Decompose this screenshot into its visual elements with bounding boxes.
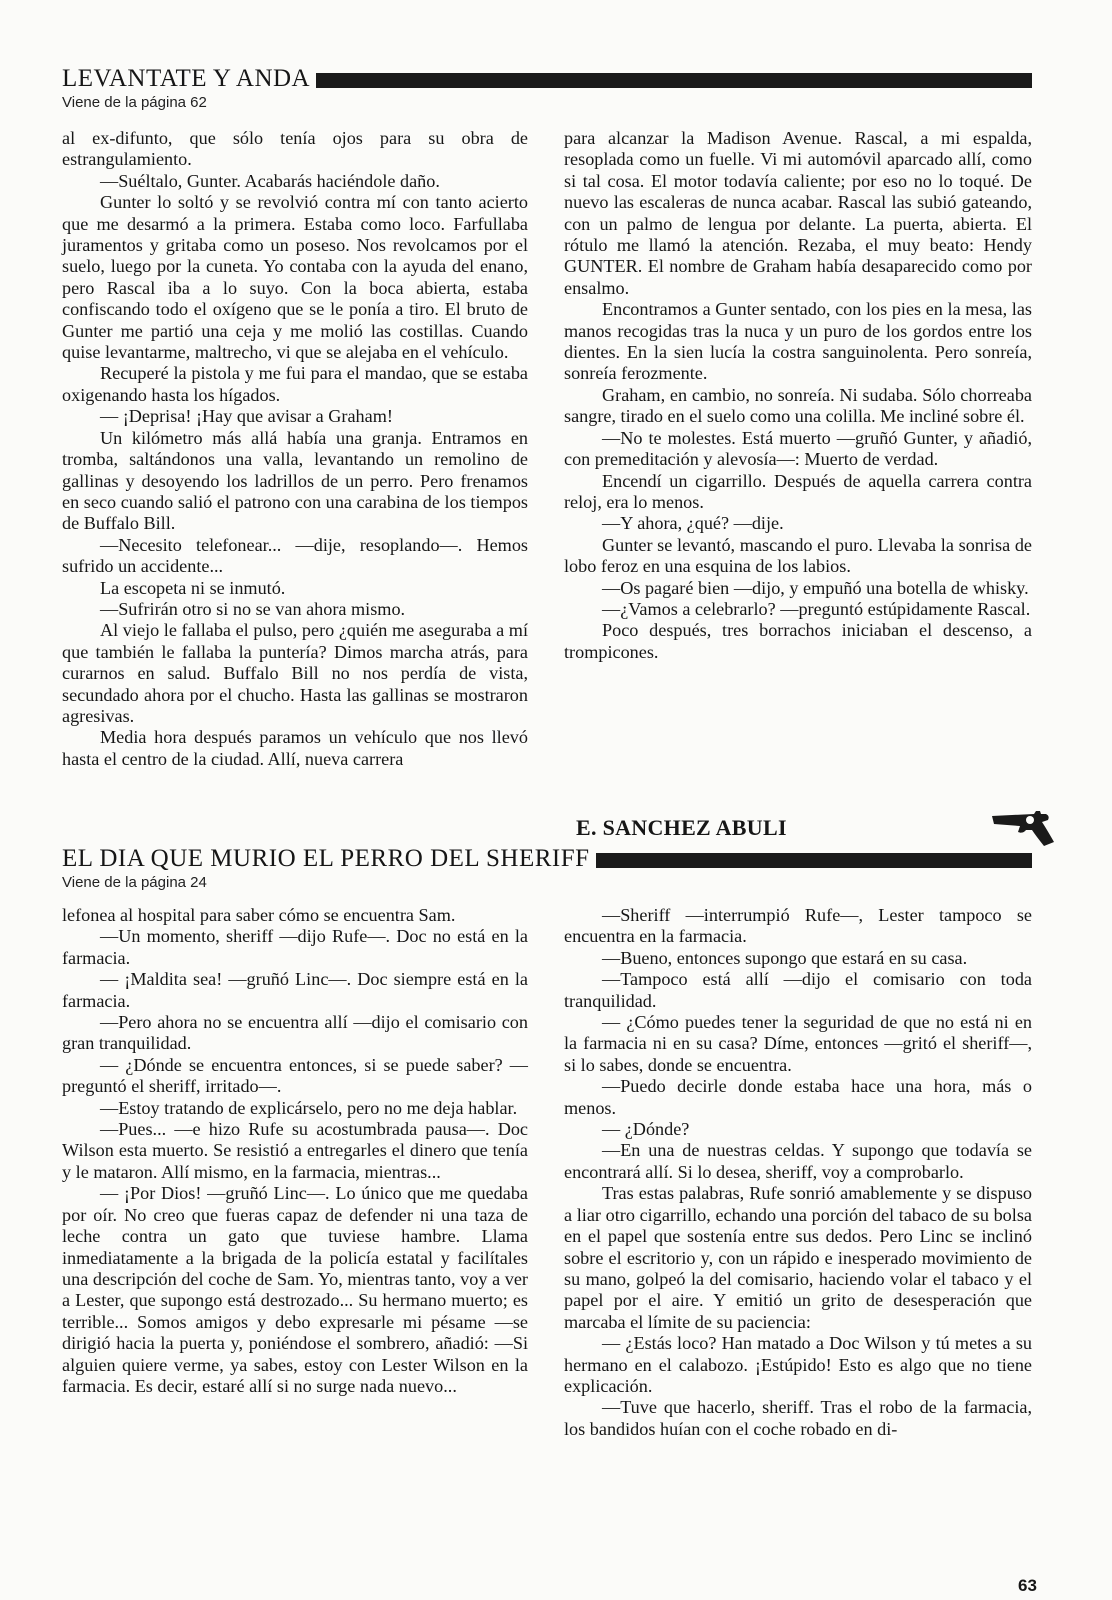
paragraph: —Tampoco está allí —dijo el comisario con toda tranquilidad. [564, 969, 1032, 1011]
paragraph: Gunter lo soltó y se revolvió contra mí con tanto acierto que me desarmó a la primera. Estaba como loco. Farfullaba juramentos y gritaba como un poseso. Nos revolcamos por el suelo, luego por la cuneta. Yo contaba con la ayuda del enano, pero Rascal iba a lo suyo. Con la boca abierta, estaba confiscando todo el oxígeno que se le ponía a tiro. El bruto de Gunter me partió una ceja y me molió las costillas. Cuando quise levantarme, maltrecho, vi que se alejaba en el vehículo. [62, 192, 528, 363]
paragraph: —Y ahora, ¿qué? —dije. [602, 513, 784, 534]
paragraph: lefonea al hospital para saber cómo se encuentra Sam. [62, 905, 456, 925]
paragraph: —Bueno, entonces supongo que estará en su casa. [602, 947, 968, 968]
paragraph: —Pero ahora no se encuentra allí —dijo el comisario con gran tranquilidad. [62, 1012, 528, 1054]
article1-title: LEVANTATE Y ANDA [62, 65, 311, 92]
paragraph: —Pues... —e hizo Rufe su acostumbrada pausa—. Doc Wilson esta muerto. Se resistió a entregarles el dinero que tenía y le mataron. Allí mismo, en la farmacia, mientras... [62, 1119, 528, 1182]
paragraph: Gunter se levantó, mascando el puro. Llevaba la sonrisa de lobo feroz en una esquina de los labios. [564, 534, 1032, 577]
paragraph: Poco después, tres borrachos iniciaban el descenso, a trompicones. [564, 620, 1032, 662]
paragraph: — ¡Deprisa! ¡Hay que avisar a Graham! [100, 406, 393, 427]
header-rule [316, 73, 1032, 88]
paragraph: La escopeta ni se inmutó. [100, 577, 286, 598]
paragraph: — ¡Maldita sea! —gruñó Linc—. Doc siempre está en la farmacia. [62, 969, 528, 1011]
paragraph: — ¿Cómo puedes tener la seguridad de que no está ni en la farmacia ni en su casa? Díme, entonces —gritó el sheriff—, si lo sabes, donde se encuentra. [564, 1012, 1032, 1075]
paragraph: —Un momento, sheriff —dijo Rufe—. Doc no está en la farmacia. [62, 926, 528, 968]
article1-right-column [564, 128, 1032, 663]
paragraph: Encontramos a Gunter sentado, con los pies en la mesa, las manos recogidas tras la nuca y un puro de los gordos entre los dientes. En la sien lucía la costra sanguinolenta. Pero sonreía, sonreía ferozmente. [564, 299, 1032, 384]
paragraph: Encendí un cigarrillo. Después de aquella carrera contra reloj, era lo menos. [564, 470, 1032, 512]
paragraph: Un kilómetro más allá había una granja. Entramos en tromba, saltándonos una valla, levantando un remolino de gallinas y desoyendo los ladrillos de un perro. Pero frenamos en seco cuando salió el patrono con una carabina de los tiempos de Buffalo Bill. [62, 427, 528, 534]
paragraph: —Sheriff —interrumpió Rufe—, Lester tampoco se encuentra en la farmacia. [564, 905, 1032, 947]
paragraph: al ex-difunto, que sólo tenía ojos para su obra de estrangulamiento. [62, 128, 528, 170]
paragraph: Graham, en cambio, no sonreía. Ni sudaba. Sólo chorreaba sangre, tirado en el suelo como una colilla. Me incliné sobre él. [564, 384, 1032, 427]
article2-title: EL DIA QUE MURIO EL PERRO DEL SHERIFF [62, 845, 590, 872]
article1-left-column [62, 128, 528, 770]
paragraph: Media hora después paramos un vehículo que nos llevó hasta el centro de la ciudad. Allí, nueva carrera [62, 727, 528, 769]
paragraph: — ¿Dónde se encuentra entonces, si se puede saber? —preguntó el sheriff, irritado—. [62, 1054, 528, 1097]
revolver-icon [990, 808, 1056, 848]
paragraph: —Estoy tratando de explicárselo, pero no me deja hablar. [100, 1097, 518, 1118]
paragraph: —En una de nuestras celdas. Y supongo que todavía se encontrará allí. Si lo desea, sheriff, voy a comprobarlo. [564, 1140, 1032, 1182]
paragraph: —Sufrirán otro si no se van ahora mismo. [100, 598, 406, 619]
paragraph: para alcanzar la Madison Avenue. Rascal, a mi espalda, resoplada como un fuelle. Vi mi automóvil aparcado allí, como si tal cosa. El motor todavía caliente; por eso no lo toqué. De nuevo las escaleras de nunca acabar. Rascal las subió gateando, con un palmo de lengua por delante. La puerta, abierta. El rótulo me llamó la atención. Rezaba, el muy beato: Hendy GUNTER. El nombre de Graham había desaparecido como por ensalmo. [564, 128, 1032, 298]
paragraph: Tras estas palabras, Rufe sonrió amablemente y se dispuso a liar otro cigarrillo, echando una porción del tabaco de su bolsa en el papel que sostenía entre sus dedos. Pero Linc se inclinó sobre el escritorio y, con un rápido e inesperado movimiento de su mano, golpeó la del comisario, haciendo volar el tabaco y el papel por el aire. Y emitió un grito de desesperación que marcaba el límite de su paciencia: [564, 1183, 1032, 1332]
article2-left-column [62, 905, 528, 1397]
article1-header [62, 66, 1032, 91]
paragraph: —¿Vamos a celebrarlo? —preguntó estúpidamente Rascal. [602, 598, 1031, 619]
paragraph: — ¿Estás loco? Han matado a Doc Wilson y tú metes a su hermano en el calabozo. ¡Estúpido! Esto es algo que no tiene explicación. [564, 1333, 1032, 1396]
page-number: 63 [1018, 1576, 1037, 1595]
article1-byline: E. SANCHEZ ABULI [576, 815, 787, 840]
article1-continued: Viene de la página 62 [62, 94, 207, 111]
paragraph: —Os pagaré bien —dijo, y empuñó una botella de whisky. [602, 577, 1029, 598]
paragraph: Recuperé la pistola y me fui para el mandao, que se estaba oxigenando hasta los hígados. [62, 363, 528, 405]
paragraph: —Tuve que hacerlo, sheriff. Tras el robo de la farmacia, los bandidos huían con el coche robado en di- [564, 1397, 1032, 1439]
paragraph: — ¿Dónde? [602, 1119, 690, 1140]
header-rule [596, 853, 1032, 868]
paragraph: Al viejo le fallaba el pulso, pero ¿quién me aseguraba a mí que también le fallaba la puntería? Dimos marcha atrás, para curarnos en salud. Buffalo Bill no nos perdía de vista, secundado ahora por el chucho. Hasta las gallinas se mostraron agresivas. [62, 620, 528, 726]
paragraph: —Necesito telefonear... —dije, resoplando—. Hemos sufrido un accidente... [62, 534, 528, 577]
paragraph: —Puedo decirle donde estaba hace una hora, más o menos. [564, 1076, 1032, 1118]
paragraph: — ¡Por Dios! —gruñó Linc—. Lo único que me quedaba por oír. No creo que fueras capaz de defender ni una taza de leche contra un gato que tuviese hambre. Llama inmediatamente a la brigada de la policía estatal y facilítales una descripción del coche de Sam. Yo, mientras tanto, voy a ver a Lester, que supongo está destrozado... Su hermano muerto; es terrible... Somos amigos y debo expresarle mi pésame —se dirigió hacia la puerta y, poniéndose el sombrero, añadió: —Si alguien quiere verme, ya sabes, estoy con Lester Wilson en la farmacia. Es decir, estaré allí si no surge nada nuevo... [62, 1183, 528, 1396]
article2-right-column [564, 905, 1032, 1440]
paragraph: —No te molestes. Está muerto —gruñó Gunter, y añadió, con premeditación y alevosía—: Muerto de verdad. [564, 427, 1032, 470]
paragraph: —Suéltalo, Gunter. Acabarás haciéndole daño. [100, 170, 440, 191]
article2-continued: Viene de la página 24 [62, 874, 207, 891]
article2-header [62, 846, 1032, 871]
